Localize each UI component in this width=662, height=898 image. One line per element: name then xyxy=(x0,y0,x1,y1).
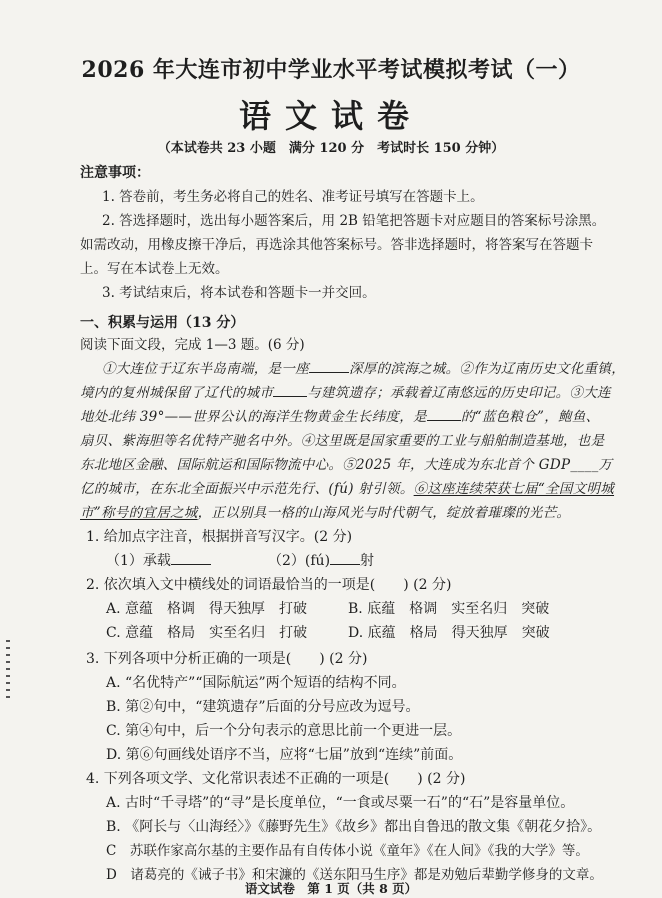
passage-line-7 xyxy=(80,504,570,522)
answer-blank xyxy=(171,552,211,565)
question-3-stem: 3. 下列各项中分析正确的一项是( ) (2 分) xyxy=(86,651,368,667)
passage-text: 境内的复州城保留了辽代的城市 xyxy=(80,385,274,401)
question-3-option-c: C. 第④句中，后一个分句表示的意思比前一个更进一层。 xyxy=(106,723,462,739)
question-3-option-d: D. 第⑥句画线处语序不当，应将“七届”放到“连续”前面。 xyxy=(106,747,463,763)
underlined-sentence: ⑥这座连续荣获七届“全国文明城 xyxy=(413,481,615,497)
passage-text: ，正以别具一格的山海风光与时代朝气，绽放着璀璨的光芒。 xyxy=(197,505,571,521)
passage-text: 深厚的滨海之城。②作为辽南历史文化重镇， xyxy=(349,361,625,377)
passage-line-3 xyxy=(80,408,599,426)
question-2-option-c: C. 意蕴 格局 实至名归 打破 xyxy=(106,625,308,641)
question-text: （2）(fú) xyxy=(268,553,331,569)
exam-title: 2026 年大连市初中学业水平考试模拟考试（一） xyxy=(81,57,581,83)
section-1-instruction: 阅读下面文段，完成 1—3 题。(6 分) xyxy=(80,337,305,353)
subject-title: 语文试卷 xyxy=(238,97,423,135)
section-1-heading: 一、积累与运用（13 分） xyxy=(80,315,245,331)
notice-item-3: 3. 考试结束后，将本试卷和答题卡一并交回。 xyxy=(102,285,376,301)
binding-margin-dots xyxy=(6,640,10,700)
notice-item-2-line-1: 2. 答选择题时，选出每小题答案后，用 2B 铅笔把答题卡对应题目的答案标号涂黑。 xyxy=(102,213,606,229)
passage-line-1 xyxy=(102,360,625,378)
question-3-option-b: B. 第②句中，“建筑遗存”后面的分号应改为逗号。 xyxy=(106,699,420,715)
answer-blank xyxy=(273,384,307,397)
answer-blank xyxy=(330,552,360,565)
exam-meta: （本试卷共 23 小题 满分 120 分 考试时长 150 分钟） xyxy=(157,141,505,156)
question-text: 射 xyxy=(360,553,375,569)
question-2-option-d: D. 底蕴 格局 得天独厚 突破 xyxy=(348,625,550,641)
passage-line-5: 东北地区金融、国际航运和国际物流中心。⑤2025 年，大连成为东北首个 GDP____万 xyxy=(80,457,613,473)
question-4-option-d: D 诸葛亮的《诫子书》和宋濂的《送东阳马生序》都是劝勉后辈勤学修身的文章。 xyxy=(106,867,603,883)
passage-text: 与建筑遗存；承载着辽南悠远的历史印记。③大连 xyxy=(307,385,611,401)
passage-text: ①大连位于辽东半岛南端，是一座 xyxy=(102,361,309,377)
notice-heading: 注意事项： xyxy=(80,165,150,181)
passage-line-2 xyxy=(80,384,611,402)
page-footer: 语文试卷 第 1 页（共 8 页） xyxy=(244,881,418,896)
passage-text: 亿的城市，在东北全面振兴中示范先行、(fú) 射引领。 xyxy=(80,481,414,497)
question-2-option-a: A. 意蕴 格调 得天独厚 打破 xyxy=(106,601,308,617)
answer-blank xyxy=(309,360,349,373)
passage-line-4: 扇贝、紫海胆等名优特产驰名中外。④这里既是国家重要的工业与船舶制造基地，也是 xyxy=(80,433,605,449)
question-1-part-1 xyxy=(106,552,211,570)
notice-item-2-line-2: 如需改动，用橡皮擦干净后，再选涂其他答案标号。答非选择题时，将答案写在答题卡 xyxy=(80,237,593,253)
question-4-option-b: B. 《阿长与〈山海经〉》《藤野先生》《故乡》都出自鲁迅的散文集《朝花夕拾》。 xyxy=(106,819,602,835)
passage-text: 地处北纬 39°——世界公认的海洋生物黄金生长纬度，是 xyxy=(80,409,427,425)
underlined-sentence: 市”称号的宜居之城 xyxy=(80,505,198,521)
question-4-option-c: C 苏联作家高尔基的主要作品有自传体小说《童年》《在人间》《我的大学》等。 xyxy=(106,843,589,859)
question-1-part-2 xyxy=(268,552,374,570)
question-2-stem: 2. 依次填入文中横线处的词语最恰当的一项是( ) (2 分) xyxy=(86,577,452,593)
passage-text: 的“蓝色粮仓”，鲍鱼、 xyxy=(460,409,600,425)
question-text: （1）承载 xyxy=(106,553,171,569)
notice-item-2-line-3: 上。写在本试卷上无效。 xyxy=(80,261,229,277)
passage-line-6 xyxy=(80,480,614,498)
question-2-option-b: B. 底蕴 格调 实至名归 突破 xyxy=(348,601,550,617)
question-3-option-a: A. “名优特产”“国际航运”两个短语的结构不同。 xyxy=(106,675,406,691)
answer-blank xyxy=(427,408,461,421)
question-1-stem: 1. 给加点字注音，根据拼音写汉字。(2 分) xyxy=(86,529,353,545)
question-4-option-a: A. 古时“千寻塔”的“寻”是长度单位，“一食或尽粟一石”的“石”是容量单位。 xyxy=(106,795,575,811)
question-4-stem: 4. 下列各项文学、文化常识表述不正确的一项是( ) (2 分) xyxy=(86,771,466,787)
notice-item-1: 1. 答卷前，考生务必将自己的姓名、准考证号填写在答题卡上。 xyxy=(102,189,484,205)
